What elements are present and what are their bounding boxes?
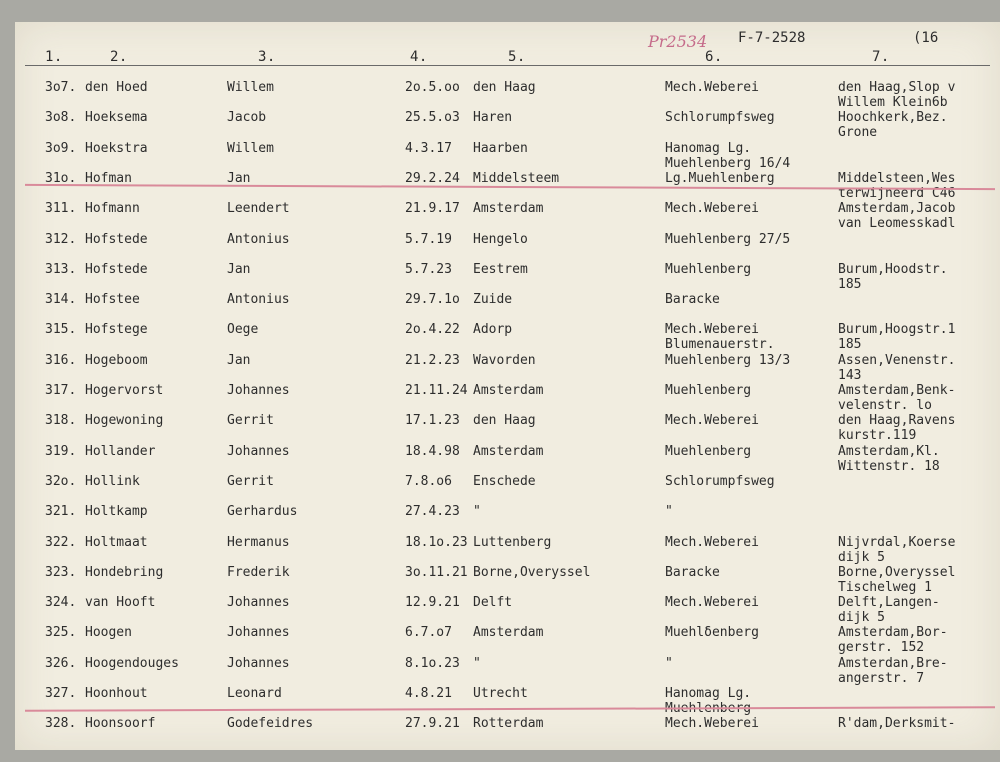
first-name: Godefeidres [227, 716, 314, 732]
employer: Mech.Weberei [665, 413, 759, 429]
column-header-3: 3. [258, 49, 276, 65]
page-number: (16 [913, 30, 939, 46]
employer: " [665, 655, 673, 671]
employer: Schlorumpfsweg [665, 110, 775, 126]
employer: Lg.Muehlenberg [665, 170, 775, 186]
table-row [15, 110, 1000, 140]
home-address: Hoochkerk,Bez. Grone [838, 110, 948, 141]
birth-date: 27.4.23 [405, 504, 460, 520]
table-row [15, 232, 1000, 262]
table-row [15, 504, 1000, 534]
surname: Holtkamp [85, 504, 148, 520]
first-name: Johannes [227, 625, 290, 641]
birth-place: Rotterdam [473, 716, 544, 732]
handwritten-mark: Pr2534 [648, 32, 708, 51]
home-address: den Haag,Ravens kurstr.119 [838, 413, 956, 444]
birth-date: 4.3.17 [405, 140, 452, 156]
home-address: Amsterdam,Benk- velenstr. lo [838, 383, 956, 413]
entry-number: 3o7. [45, 80, 77, 95]
employer: Mech.Weberei [665, 201, 759, 217]
birth-place: Delft [473, 595, 513, 611]
employer: Mech.Weberei [665, 716, 759, 732]
surname: Hofmann [85, 201, 140, 217]
entry-number: 31o. [45, 170, 77, 186]
birth-date: 21.2.23 [405, 352, 460, 368]
entry-number: 311. [45, 201, 77, 217]
first-name: Gerrit [227, 473, 274, 489]
birth-date: 7.8.o6 [405, 473, 452, 489]
first-name: Gerhardus [227, 504, 298, 520]
employer: Muehlenberg [665, 443, 752, 459]
employer: " [665, 504, 673, 520]
home-address: Burum,Hoogstr.1 185 [838, 322, 956, 353]
employer: Mech.Weberei Blumenauerstr. [665, 322, 775, 353]
column-header-7: 7. [872, 49, 890, 65]
home-address: Middelsteen,Wes terwijneerd C46 [838, 170, 956, 201]
birth-place: Amsterdam [473, 201, 544, 217]
first-name: Willem [227, 140, 274, 156]
entry-number: 324. [45, 595, 77, 611]
table-row [15, 322, 1000, 352]
table-row [15, 80, 1000, 110]
birth-date: 2o.5.oo [405, 80, 460, 95]
column-header-5: 5. [508, 49, 526, 65]
first-name: Johannes [227, 595, 290, 611]
entry-number: 314. [45, 292, 77, 308]
birth-date: 27.9.21 [405, 716, 460, 732]
home-address: Amsterdan,Bre- angerstr. 7 [838, 655, 948, 686]
table-row [15, 262, 1000, 292]
first-name: Willem [227, 80, 274, 95]
surname: Hoekstra [85, 140, 148, 156]
birth-place: Adorp [473, 322, 513, 338]
first-name: Johannes [227, 383, 290, 398]
table-row [15, 353, 1000, 383]
home-address: Nijvrdal,Koerse dijk 5 [838, 534, 956, 565]
table-row [15, 686, 1000, 716]
birth-date: 25.5.o3 [405, 110, 460, 126]
employer: Muehlenberg [665, 261, 752, 277]
surname: Hofstede [85, 231, 148, 247]
home-address: Amsterdam,Bor- gerstr. 152 [838, 625, 948, 656]
surname: Hollander [85, 443, 156, 459]
employer: Muehlδenberg [665, 625, 759, 641]
surname: van Hooft [85, 595, 156, 611]
birth-place: Amsterdam [473, 383, 544, 398]
employer: Mech.Weberei [665, 80, 759, 95]
entry-number: 315. [45, 322, 77, 338]
birth-date: 21.9.17 [405, 201, 460, 217]
first-name: Jacob [227, 110, 267, 126]
home-address: Borne,Overyssel Tischelweg 1 [838, 564, 956, 595]
home-address: Amsterdam,Kl. Wittenstr. 18 [838, 443, 940, 474]
first-name: Antonius [227, 292, 290, 308]
table-row [15, 141, 1000, 171]
birth-date: 18.4.98 [405, 443, 460, 459]
birth-place: Amsterdam [473, 625, 544, 641]
entry-number: 313. [45, 261, 77, 277]
entry-number: 325. [45, 625, 77, 641]
first-name: Frederik [227, 564, 290, 580]
surname: Hofstee [85, 292, 140, 308]
birth-place: Eestrem [473, 261, 528, 277]
employer: Mech.Weberei [665, 534, 759, 550]
birth-date: 17.1.23 [405, 413, 460, 429]
table-row [15, 716, 1000, 746]
entry-number: 319. [45, 443, 77, 459]
first-name: Gerrit [227, 413, 274, 429]
entry-number: 3o9. [45, 140, 77, 156]
birth-date: 8.1o.23 [405, 655, 460, 671]
birth-place: Borne,Overyssel [473, 564, 591, 580]
birth-date: 29.7.1o [405, 292, 460, 308]
first-name: Leendert [227, 201, 290, 217]
home-address: R'dam,Derksmit- [838, 716, 956, 732]
surname: Hogewoning [85, 413, 164, 429]
surname: Hoogen [85, 625, 132, 641]
birth-place: Zuide [473, 292, 513, 308]
surname: Hofstede [85, 261, 148, 277]
surname: den Hoed [85, 80, 148, 95]
birth-date: 6.7.o7 [405, 625, 452, 641]
surname: Hoonsoorf [85, 716, 156, 732]
birth-place: den Haag [473, 413, 536, 429]
table-row [15, 474, 1000, 504]
employer: Muehlenberg 27/5 [665, 231, 791, 247]
birth-place: Haren [473, 110, 513, 126]
surname: Hollink [85, 473, 140, 489]
home-address: Delft,Langen- dijk 5 [838, 595, 940, 626]
table-row [15, 565, 1000, 595]
home-address: Amsterdam,Jacob van Leomesskadl [838, 201, 956, 232]
birth-place: Wavorden [473, 352, 536, 368]
entry-number: 322. [45, 534, 77, 550]
surname: Hogeboom [85, 352, 148, 368]
surname: Hondebring [85, 564, 164, 580]
employer: Baracke [665, 292, 720, 308]
table-row [15, 444, 1000, 474]
table-row [15, 413, 1000, 443]
column-header-6: 6. [705, 49, 723, 65]
entry-number: 326. [45, 655, 77, 671]
birth-place: Utrecht [473, 686, 528, 701]
entry-number: 32o. [45, 473, 77, 489]
employer: Hanomag Lg. Muehlenberg 16/4 [665, 140, 791, 171]
first-name: Hermanus [227, 534, 290, 550]
table-row [15, 201, 1000, 231]
first-name: Johannes [227, 443, 290, 459]
document-sheet [15, 22, 1000, 750]
first-name: Antonius [227, 231, 290, 247]
first-name: Johannes [227, 655, 290, 671]
birth-place: " [473, 504, 481, 520]
reference-number: F-7-2528 [738, 30, 806, 46]
surname: Hoogendouges [85, 655, 179, 671]
birth-place: Amsterdam [473, 443, 544, 459]
column-header-1: 1. [45, 49, 63, 65]
birth-date: 12.9.21 [405, 595, 460, 611]
entry-number: 323. [45, 564, 77, 580]
surname: Hoonhout [85, 686, 148, 701]
birth-place: Hengelo [473, 231, 528, 247]
birth-place: Middelsteem [473, 170, 560, 186]
employer: Baracke [665, 564, 720, 580]
table-row [15, 383, 1000, 413]
entry-number: 316. [45, 352, 77, 368]
surname: Hogervorst [85, 383, 164, 398]
column-header-4: 4. [410, 49, 428, 65]
header-divider [25, 65, 990, 66]
birth-date: 3o.11.21 [405, 564, 468, 580]
first-name: Oege [227, 322, 259, 338]
first-name: Jan [227, 170, 251, 186]
surname: Holtmaat [85, 534, 148, 550]
employer: Muehlenberg [665, 383, 752, 398]
entry-number: 317. [45, 383, 77, 398]
first-name: Jan [227, 352, 251, 368]
home-address: Burum,Hoodstr. 185 [838, 261, 948, 292]
home-address: Assen,Venenstr. 143 [838, 352, 956, 383]
entry-number: 312. [45, 231, 77, 247]
table-row [15, 292, 1000, 322]
table-row [15, 625, 1000, 655]
birth-date: 21.11.24 [405, 383, 468, 398]
birth-date: 5.7.19 [405, 231, 452, 247]
birth-place: Haarben [473, 140, 528, 156]
surname: Hofman [85, 170, 132, 186]
entry-number: 3o8. [45, 110, 77, 126]
birth-date: 18.1o.23 [405, 534, 468, 550]
surname: Hoeksema [85, 110, 148, 126]
table-row [15, 656, 1000, 686]
entry-number: 321. [45, 504, 77, 520]
first-name: Jan [227, 261, 251, 277]
birth-place: den Haag [473, 80, 536, 95]
home-address: den Haag,Slop v Willem Klein6b [838, 80, 956, 110]
employer: Hanomag Lg. Muehlenberg [665, 686, 752, 716]
birth-date: 29.2.24 [405, 170, 460, 186]
first-name: Leonard [227, 686, 282, 701]
birth-place: Enschede [473, 473, 536, 489]
entry-number: 327. [45, 686, 77, 701]
table-row [15, 595, 1000, 625]
birth-date: 5.7.23 [405, 261, 452, 277]
column-header-2: 2. [110, 49, 128, 65]
birth-date: 2o.4.22 [405, 322, 460, 338]
employer: Muehlenberg 13/3 [665, 352, 791, 368]
surname: Hofstege [85, 322, 148, 338]
employer: Mech.Weberei [665, 595, 759, 611]
birth-date: 4.8.21 [405, 686, 452, 701]
table-row [15, 535, 1000, 565]
entry-number: 318. [45, 413, 77, 429]
birth-place: Luttenberg [473, 534, 552, 550]
birth-place: " [473, 655, 481, 671]
entry-number: 328. [45, 716, 77, 732]
employer: Schlorumpfsweg [665, 473, 775, 489]
